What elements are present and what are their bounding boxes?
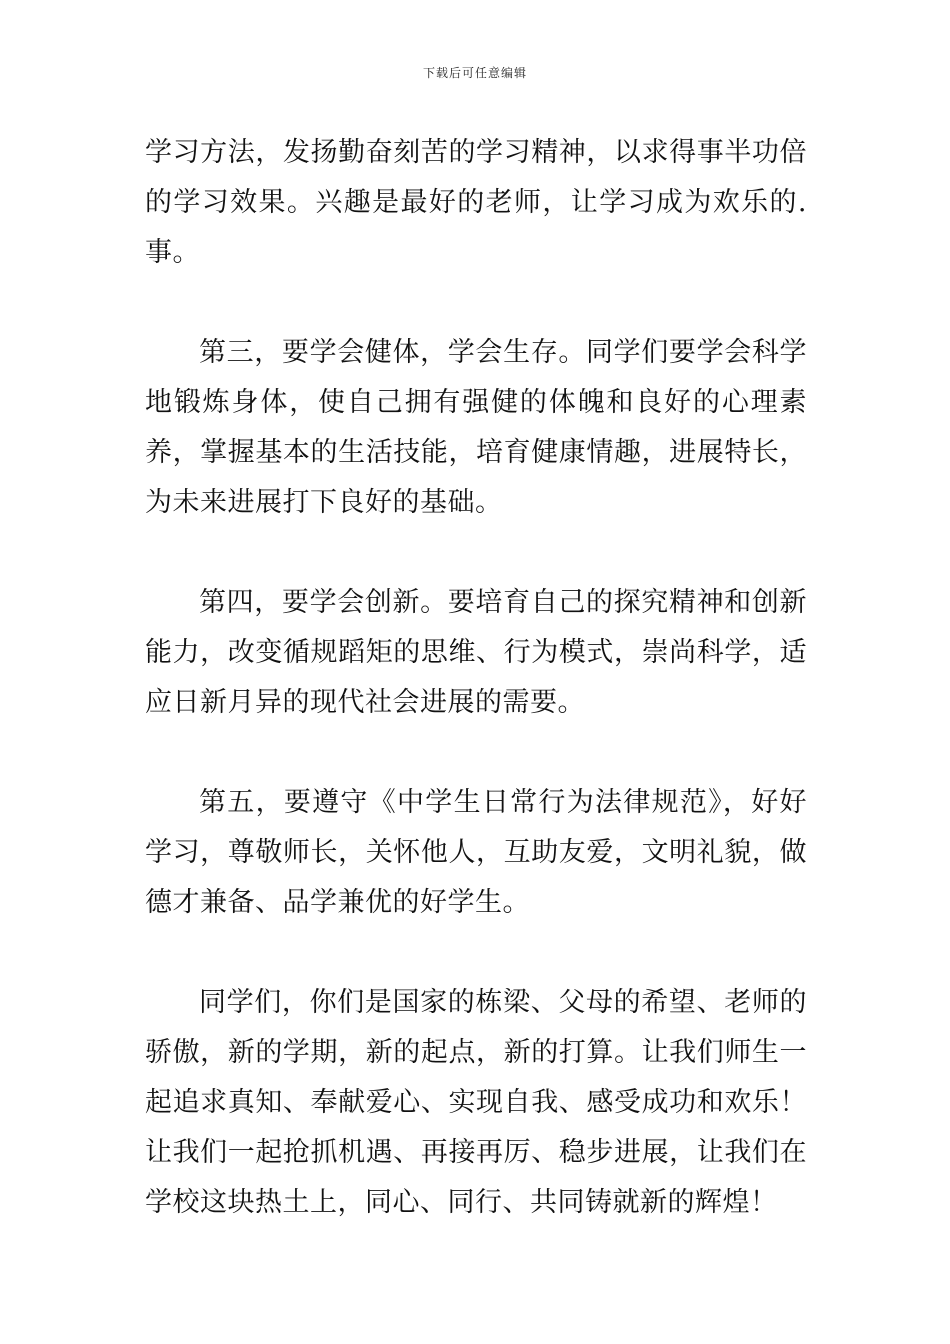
paragraph-innovation: 第四，要学会创新。要培育自己的探究精神和创新能力，改变循规蹈矩的思维、行为模式，崇尚科学，适应日新月异的现代社会进展的需要。	[145, 587, 807, 718]
page-header: 下载后可任意编辑	[422, 66, 527, 80]
paragraph-conduct: 第五，要遵守《中学生日常行为法律规范》，好好学习，尊敬师长，关怀他人，互助友爱，文明礼貌，做德才兼备、品学兼优的好学生。	[145, 787, 807, 918]
paragraph-fitness: 第三，要学会健体，学会生存。同学们要学会科学地锻炼身体，使自己拥有强健的体魄和良好的心理素养，掌握基本的生活技能，培育健康情趣，进展特长，为未来进展打下良好的基础。	[145, 337, 807, 518]
paragraph-closing: 同学们，你们是国家的栋梁、父母的希望、老师的骄傲，新的学期，新的起点，新的打算。让我们师生一起追求真知、奉献爱心、实现自我、感受成功和欢乐！让我们一起抢抓机遇、再接再厉、稳步进展，让我们在学校这块热土上，同心、同行、共同铸就新的辉煌！	[145, 987, 807, 1218]
document-body	[145, 128, 807, 1228]
paragraph-study-methods: 学习方法，发扬勤奋刻苦的学习精神，以求得事半功倍的学习效果。兴趣是最好的老师，让学习成为欢乐的.事。	[145, 137, 807, 268]
